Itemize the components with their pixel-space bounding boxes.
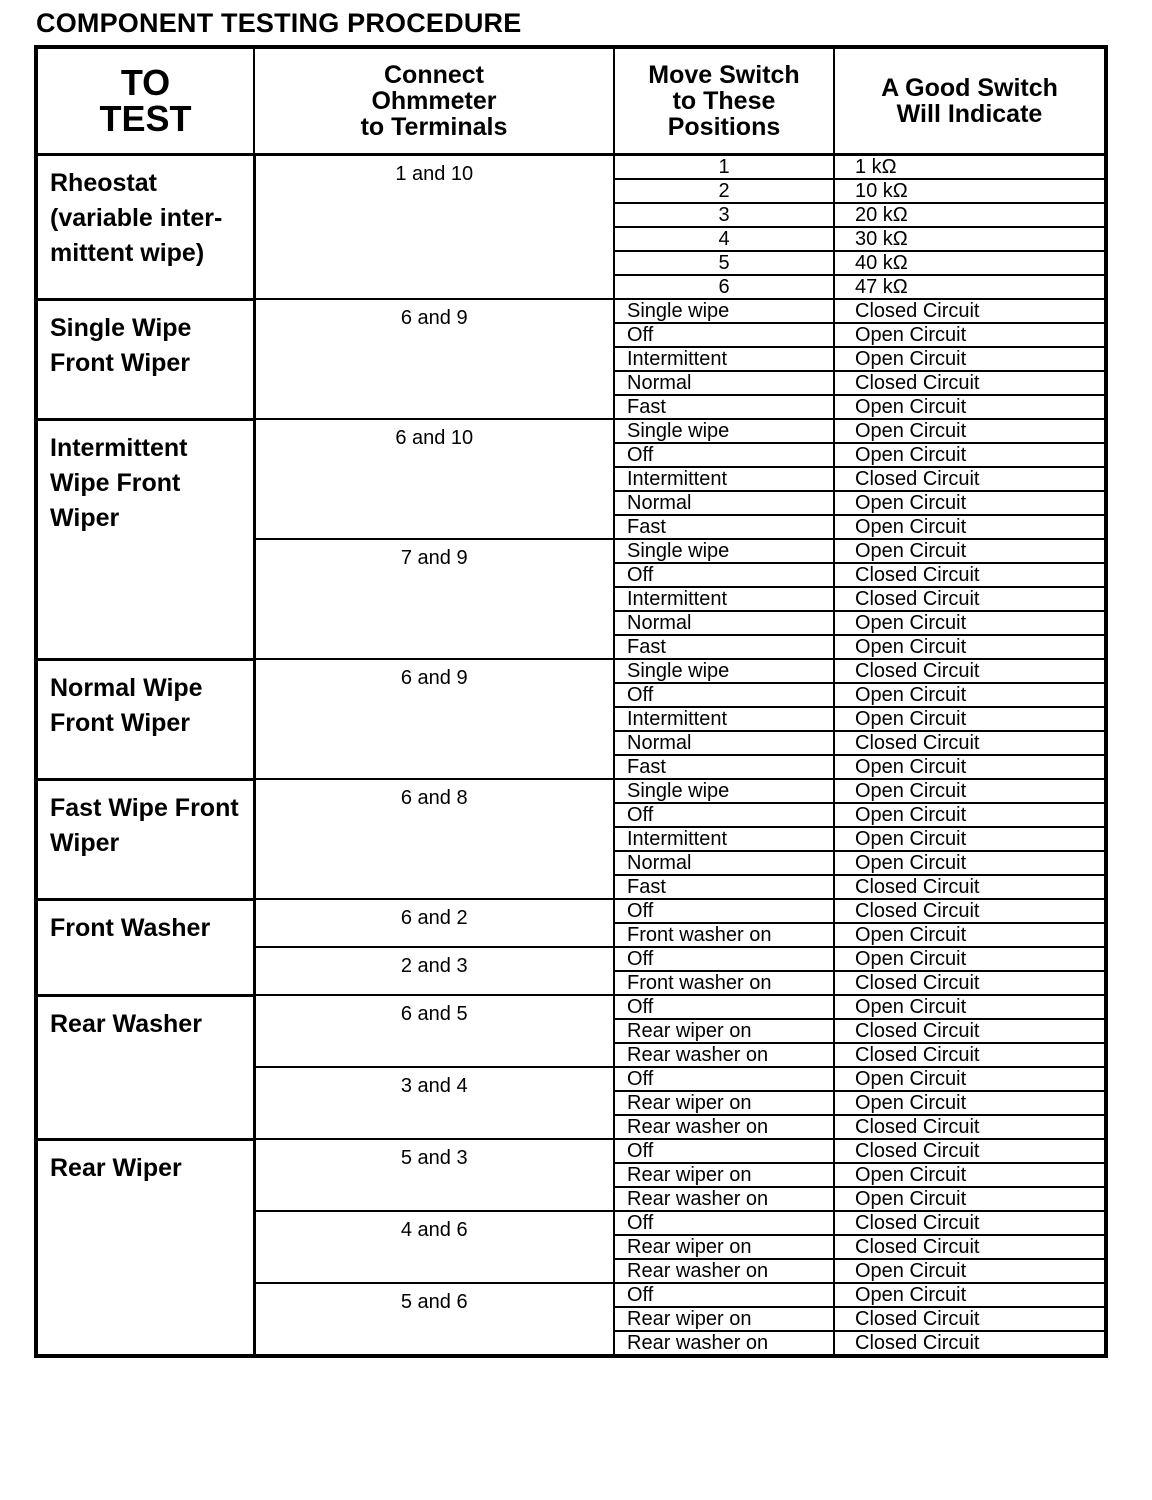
switch-position-cell: Off <box>614 995 834 1019</box>
indication-cell: Closed Circuit <box>834 467 1106 491</box>
indication-cell: Closed Circuit <box>834 1115 1106 1139</box>
indication-cell: Open Circuit <box>834 1187 1106 1211</box>
switch-position-cell: Rear wiper on <box>614 1163 834 1187</box>
switch-position-cell: Off <box>614 1067 834 1091</box>
switch-position-cell: Single wipe <box>614 419 834 443</box>
switch-position-cell: 6 <box>614 275 834 299</box>
indication-cell: Closed Circuit <box>834 731 1106 755</box>
terminals-cell: 5 and 6 <box>254 1283 614 1356</box>
terminals-cell: 6 and 8 <box>254 779 614 899</box>
component-name: Single Wipe Front Wiper <box>36 299 254 419</box>
component-name: Fast Wipe Front Wiper <box>36 779 254 899</box>
indication-cell: Open Circuit <box>834 779 1106 803</box>
switch-position-cell: 1 <box>614 155 834 180</box>
switch-position-cell: Intermittent <box>614 467 834 491</box>
switch-position-cell: Normal <box>614 371 834 395</box>
indication-cell: Closed Circuit <box>834 1139 1106 1163</box>
terminals-cell: 4 and 6 <box>254 1211 614 1283</box>
switch-position-cell: Rear wiper on <box>614 1307 834 1331</box>
header-connect-ohmmeter: Connect Ohmmeter to Terminals <box>254 47 614 155</box>
switch-position-cell: Off <box>614 563 834 587</box>
indication-cell: Open Circuit <box>834 611 1106 635</box>
table-row <box>36 299 1106 323</box>
indication-cell: Closed Circuit <box>834 659 1106 683</box>
switch-position-cell: Normal <box>614 851 834 875</box>
switch-position-cell: Single wipe <box>614 299 834 323</box>
indication-cell: Closed Circuit <box>834 371 1106 395</box>
header-row <box>36 47 1106 155</box>
table-row <box>36 779 1106 803</box>
indication-cell: Closed Circuit <box>834 299 1106 323</box>
indication-cell: Open Circuit <box>834 707 1106 731</box>
indication-cell: Open Circuit <box>834 419 1106 443</box>
switch-position-cell: Off <box>614 1211 834 1235</box>
indication-cell: Open Circuit <box>834 347 1106 371</box>
switch-position-cell: Front washer on <box>614 971 834 995</box>
switch-position-cell: Rear washer on <box>614 1115 834 1139</box>
indication-cell: Closed Circuit <box>834 1331 1106 1356</box>
terminals-cell: 2 and 3 <box>254 947 614 995</box>
terminals-cell: 6 and 2 <box>254 899 614 947</box>
indication-cell: Open Circuit <box>834 995 1106 1019</box>
switch-position-cell: Rear washer on <box>614 1187 834 1211</box>
indication-cell: Open Circuit <box>834 827 1106 851</box>
indication-cell: Open Circuit <box>834 539 1106 563</box>
switch-position-cell: Fast <box>614 875 834 899</box>
switch-position-cell: Rear washer on <box>614 1331 834 1356</box>
indication-cell: Open Circuit <box>834 755 1106 779</box>
switch-position-cell: Fast <box>614 515 834 539</box>
indication-cell: Closed Circuit <box>834 587 1106 611</box>
component-name: Front Washer <box>36 899 254 995</box>
table-row <box>36 1139 1106 1163</box>
switch-position-cell: Intermittent <box>614 827 834 851</box>
indication-cell: Open Circuit <box>834 683 1106 707</box>
indication-cell: Closed Circuit <box>834 1235 1106 1259</box>
switch-position-cell: Single wipe <box>614 659 834 683</box>
indication-cell: Open Circuit <box>834 851 1106 875</box>
indication-cell: Closed Circuit <box>834 875 1106 899</box>
indication-cell: Open Circuit <box>834 1067 1106 1091</box>
switch-position-cell: Front washer on <box>614 923 834 947</box>
table-row <box>36 419 1106 443</box>
switch-position-cell: Off <box>614 947 834 971</box>
switch-position-cell: Off <box>614 443 834 467</box>
indication-cell: Closed Circuit <box>834 563 1106 587</box>
switch-position-cell: Rear wiper on <box>614 1091 834 1115</box>
indication-cell: Open Circuit <box>834 1259 1106 1283</box>
switch-position-cell: Normal <box>614 611 834 635</box>
switch-position-cell: Rear wiper on <box>614 1235 834 1259</box>
switch-position-cell: Off <box>614 1283 834 1307</box>
switch-position-cell: Off <box>614 683 834 707</box>
switch-position-cell: Rear washer on <box>614 1259 834 1283</box>
indication-cell: 20 kΩ <box>834 203 1106 227</box>
component-name: Intermittent Wipe Front Wiper <box>36 419 254 659</box>
component-name: Rheostat (variable inter-mittent wipe) <box>36 155 254 300</box>
switch-position-cell: Off <box>614 1139 834 1163</box>
indication-cell: Open Circuit <box>834 635 1106 659</box>
terminals-cell: 6 and 10 <box>254 419 614 539</box>
switch-position-cell: 3 <box>614 203 834 227</box>
switch-position-cell: 4 <box>614 227 834 251</box>
switch-position-cell: Intermittent <box>614 587 834 611</box>
component-testing-table <box>34 45 1108 1358</box>
switch-position-cell: 2 <box>614 179 834 203</box>
indication-cell: 1 kΩ <box>834 155 1106 180</box>
component-name: Rear Wiper <box>36 1139 254 1356</box>
switch-position-cell: Off <box>614 323 834 347</box>
indication-cell: Open Circuit <box>834 1163 1106 1187</box>
switch-position-cell: Single wipe <box>614 779 834 803</box>
switch-position-cell: Intermittent <box>614 707 834 731</box>
terminals-cell: 6 and 9 <box>254 299 614 419</box>
indication-cell: Open Circuit <box>834 323 1106 347</box>
table-row <box>36 659 1106 683</box>
terminals-cell: 6 and 5 <box>254 995 614 1067</box>
terminals-cell: 7 and 9 <box>254 539 614 659</box>
terminals-cell: 5 and 3 <box>254 1139 614 1211</box>
switch-position-cell: Rear wiper on <box>614 1019 834 1043</box>
indication-cell: Open Circuit <box>834 1283 1106 1307</box>
indication-cell: Closed Circuit <box>834 899 1106 923</box>
table-row <box>36 995 1106 1019</box>
indication-cell: Open Circuit <box>834 395 1106 419</box>
table-row <box>36 899 1106 923</box>
component-name: Normal Wipe Front Wiper <box>36 659 254 779</box>
indication-cell: Closed Circuit <box>834 1019 1106 1043</box>
header-to-test: TO TEST <box>36 47 254 155</box>
indication-cell: Open Circuit <box>834 923 1106 947</box>
indication-cell: 30 kΩ <box>834 227 1106 251</box>
indication-cell: 40 kΩ <box>834 251 1106 275</box>
switch-position-cell: Fast <box>614 635 834 659</box>
switch-position-cell: Rear washer on <box>614 1043 834 1067</box>
switch-position-cell: Single wipe <box>614 539 834 563</box>
indication-cell: Closed Circuit <box>834 1307 1106 1331</box>
switch-position-cell: 5 <box>614 251 834 275</box>
indication-cell: 47 kΩ <box>834 275 1106 299</box>
switch-position-cell: Normal <box>614 731 834 755</box>
indication-cell: Open Circuit <box>834 803 1106 827</box>
indication-cell: Closed Circuit <box>834 971 1106 995</box>
indication-cell: 10 kΩ <box>834 179 1106 203</box>
indication-cell: Open Circuit <box>834 1091 1106 1115</box>
switch-position-cell: Fast <box>614 395 834 419</box>
switch-position-cell: Off <box>614 803 834 827</box>
switch-position-cell: Off <box>614 899 834 923</box>
table-row <box>36 155 1106 180</box>
terminals-cell: 6 and 9 <box>254 659 614 779</box>
indication-cell: Open Circuit <box>834 515 1106 539</box>
table-body <box>36 155 1106 1357</box>
indication-cell: Open Circuit <box>834 491 1106 515</box>
switch-position-cell: Fast <box>614 755 834 779</box>
header-good-switch-indicates: A Good Switch Will Indicate <box>834 47 1106 155</box>
header-move-switch: Move Switch to These Positions <box>614 47 834 155</box>
indication-cell: Open Circuit <box>834 947 1106 971</box>
switch-position-cell: Intermittent <box>614 347 834 371</box>
indication-cell: Open Circuit <box>834 443 1106 467</box>
component-name: Rear Washer <box>36 995 254 1139</box>
switch-position-cell: Normal <box>614 491 834 515</box>
indication-cell: Closed Circuit <box>834 1043 1106 1067</box>
terminals-cell: 3 and 4 <box>254 1067 614 1139</box>
page-title: COMPONENT TESTING PROCEDURE <box>36 8 522 38</box>
terminals-cell: 1 and 10 <box>254 155 614 300</box>
indication-cell: Closed Circuit <box>834 1211 1106 1235</box>
